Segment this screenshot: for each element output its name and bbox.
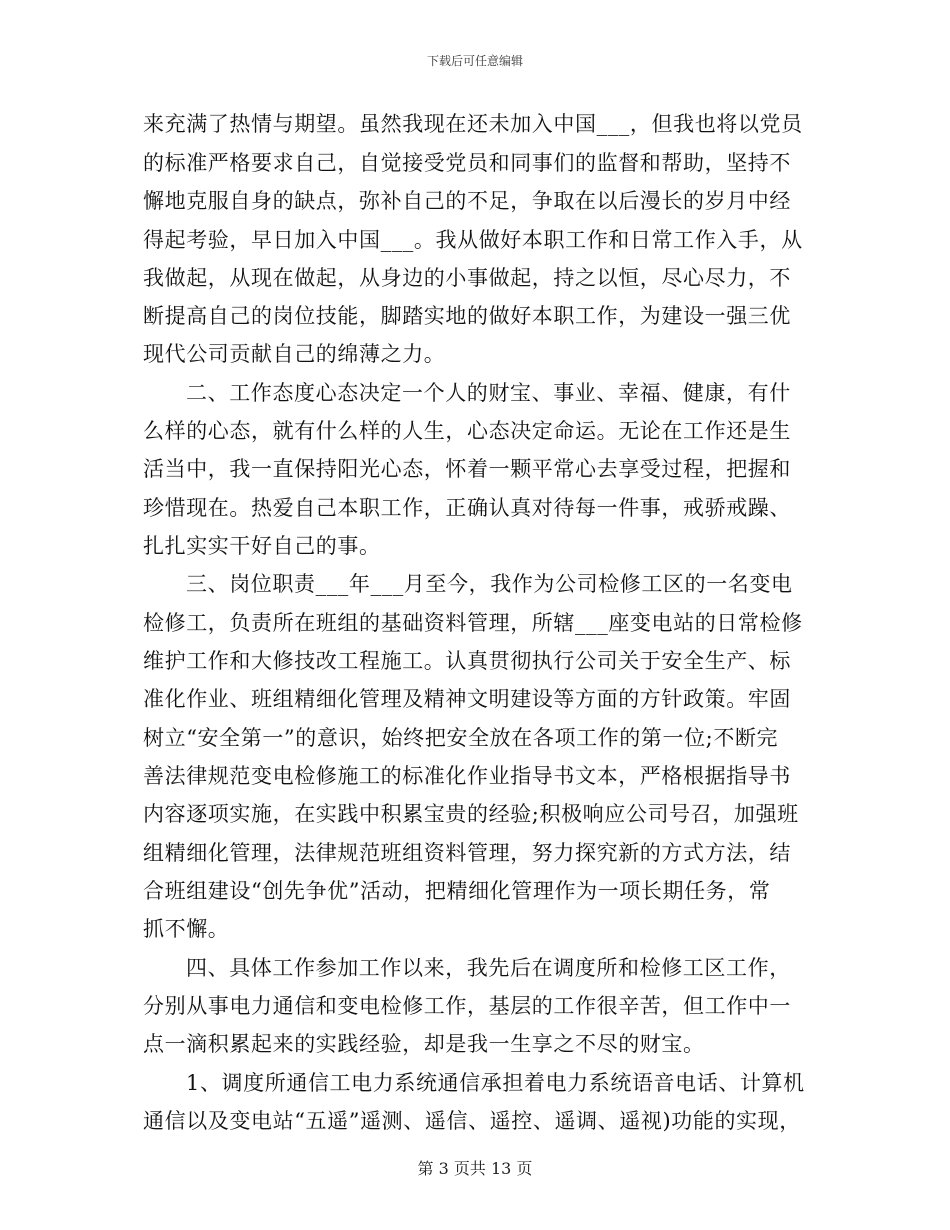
text-line: 内容逐项实施，在实践中积累宝贵的经验;积极响应公司号召，加强班 (143, 802, 799, 826)
text-line: 么样的心态，就有什么样的人生，心态决定命运。无论在工作还是生 (143, 419, 791, 443)
text-line: 得起考验，早日加入中国___。我从做好本职工作和日常工作入手，从 (143, 228, 803, 252)
text-line: 通信以及变电站“五遥”遥测、遥信、遥控、遥调、遥视)功能的实现， (143, 1109, 801, 1133)
paragraph-first-line: 二、工作态度心态决定一个人的财宝、事业、幸福、健康，有什 (186, 381, 791, 405)
text-line: 合班组建设“创先争优”活动，把精细化管理作为一项长期任务，常 (143, 879, 771, 903)
text-line: 组精细化管理，法律规范班组资料管理，努力探究新的方式方法，结 (143, 841, 791, 865)
paragraph-first-line: 1、调度所通信工电力系统通信承担着电力系统语音电话、计算机 (186, 1071, 805, 1095)
text-line: 检修工，负责所在班组的基础资料管理，所辖___座变电站的日常检修 (143, 611, 803, 635)
text-line: 扎扎实实干好自己的事。 (143, 534, 381, 558)
page-footer: 第 3 页共 13 页 (417, 1159, 533, 1178)
text-line: 现代公司贡献自己的绵薄之力。 (143, 342, 446, 366)
text-line: 抓不懈。 (143, 917, 230, 941)
text-line: 善法律规范变电检修施工的标准化作业指导书文本，严格根据指导书 (143, 764, 791, 788)
text-line: 的标准严格要求自己，自觉接受党员和同事们的监督和帮助，坚持不 (143, 151, 791, 175)
page-header: 下载后可任意编辑 (426, 54, 523, 68)
text-line: 树立“安全第一”的意识，始终把安全放在各项工作的第一位;不断完 (143, 726, 779, 750)
text-line: 我做起，从现在做起，从身边的小事做起，持之以恒，尽心尽力，不 (143, 266, 791, 290)
text-line: 来充满了热情与期望。虽然我现在还未加入中国___，但我也将以党员 (143, 112, 803, 136)
text-line: 点一滴积累起来的实践经验，却是我一生享之不尽的财宝。 (143, 1032, 705, 1056)
text-line: 维护工作和大修技改工程施工。认真贯彻执行公司关于安全生产、标 (143, 649, 791, 673)
text-line: 分别从事电力通信和变电检修工作，基层的工作很辛苦，但工作中一 (143, 994, 791, 1018)
text-line: 懈地克服自身的缺点，弥补自己的不足，争取在以后漫长的岁月中经 (143, 189, 791, 213)
text-line: 准化作业、班组精细化管理及精神文明建设等方面的方针政策。牢固 (143, 687, 791, 711)
text-line: 珍惜现在。热爱自己本职工作，正确认真对待每一件事，戒骄戒躁、 (143, 496, 791, 520)
text-line: 活当中，我一直保持阳光心态，怀着一颗平常心去享受过程，把握和 (143, 457, 791, 481)
paragraph-first-line: 四、具体工作参加工作以来，我先后在调度所和检修工区工作， (186, 956, 791, 980)
text-line: 断提高自己的岗位技能，脚踏实地的做好本职工作，为建设一强三优 (143, 304, 791, 328)
paragraph-first-line: 三、岗位职责___年___月至今，我作为公司检修工区的一名变电 (186, 572, 793, 596)
